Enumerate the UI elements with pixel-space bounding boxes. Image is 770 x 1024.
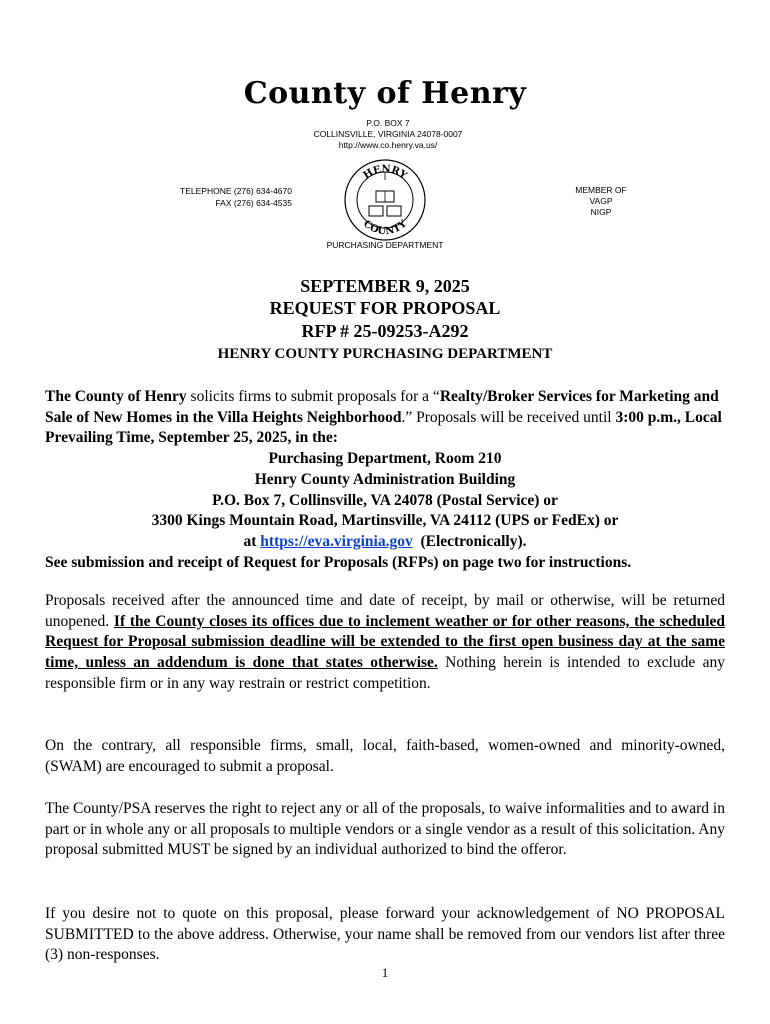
county-seal-icon bbox=[343, 158, 427, 242]
address-room: Purchasing Department, Room 210 bbox=[268, 450, 502, 468]
at-label: at bbox=[243, 532, 261, 550]
county-title: County of Henry bbox=[243, 76, 527, 111]
website-link[interactable]: http://www.co.henry.va.us/ bbox=[338, 140, 438, 150]
county-name: The County of Henry bbox=[45, 388, 187, 405]
late-text-2: Nothing herein is intended to exclude any responsible firm or in any way restrain or restrict competition. bbox=[45, 654, 725, 692]
svg-text:COUNTY bbox=[361, 218, 410, 237]
contact-block bbox=[142, 185, 292, 209]
late-text-1: Proposals received after the announced time and date of receipt, by mail or otherwise, will be returned unopened. bbox=[45, 592, 725, 630]
fax: FAX (276) 634-4535 bbox=[215, 198, 292, 208]
service-title: Realty/Broker Services for Marketing and Sale of New Homes in the Villa Heights Neighborhood bbox=[45, 388, 719, 426]
document-date: SEPTEMBER 9, 2025 bbox=[300, 276, 470, 296]
po-box: P.O. BOX 7 bbox=[366, 118, 410, 128]
closure-notice: If the County closes its offices due to inclement weather or for other reasons, the scheduled Request for Proposal submission deadline will be extended to the first open business day at the same time, unless an addendum is done that states otherwise. bbox=[45, 612, 726, 672]
eva-link[interactable]: https://eva.virginia.gov bbox=[260, 532, 413, 550]
member-of: MEMBER OF bbox=[575, 185, 627, 195]
document-type: REQUEST FOR PROPOSAL bbox=[269, 298, 501, 318]
member-nigp: NIGP bbox=[590, 207, 612, 217]
intro-text-2: .” Proposals will be received until bbox=[401, 408, 616, 426]
address-building: Henry County Administration Building bbox=[254, 470, 516, 488]
rights-paragraph: The County/PSA reserves the right to reject any or all of the proposals, to waive informalities and to award in part or in whole any or all proposals to multiple vendors or a single vendor as a result of this solicitation. Any proposal submitted MUST be signed by an individual authorized to bind the offeror. bbox=[45, 800, 725, 859]
page-number: 1 bbox=[381, 965, 389, 980]
submission-instructions: See submission and receipt of Request for Proposals (RFPs) on page two for instructions. bbox=[45, 553, 632, 571]
seal-bottom-text: COUNTY bbox=[360, 218, 410, 238]
electronic-label: (Electronically). bbox=[412, 532, 527, 550]
intro-paragraph bbox=[45, 387, 725, 573]
late-proposals-paragraph bbox=[45, 591, 725, 695]
telephone: TELEPHONE (276) 634-4670 bbox=[180, 186, 292, 196]
member-vagp: VAGP bbox=[589, 196, 613, 206]
issuing-department: HENRY COUNTY PURCHASING DEPARTMENT bbox=[217, 346, 553, 362]
intro-text-1: solicits firms to submit proposals for a “ bbox=[186, 388, 440, 405]
swam-paragraph: On the contrary, all responsible firms, small, local, faith-based, women-owned and minority-owned, (SWAM) are encouraged to submit a proposal. bbox=[45, 737, 725, 775]
address-street: 3300 Kings Mountain Road, Martinsville, VA 24112 (UPS or FedEx) or bbox=[151, 512, 619, 530]
deadline: 3:00 p.m., Local Prevailing Time, September 25, 2025, in the: bbox=[45, 408, 722, 447]
rfp-number: RFP # 25-09253-A292 bbox=[301, 321, 469, 341]
city-address: COLLINSVILLE, VIRGINIA 24078-0007 bbox=[313, 129, 463, 139]
no-quote-paragraph: If you desire not to quote on this proposal, please forward your acknowledgement of NO PROPOSAL SUBMITTED to the above address. Otherwise, your name shall be removed from our vendors list after three (3) non-responses. bbox=[45, 905, 725, 964]
membership-block bbox=[556, 185, 646, 218]
svg-text:HENRY bbox=[362, 164, 410, 182]
address-postal: P.O. Box 7, Collinsville, VA 24078 (Postal Service) or bbox=[212, 491, 558, 509]
purchasing-department-label: PURCHASING DEPARTMENT bbox=[326, 240, 444, 250]
seal-top-text: HENRY bbox=[361, 163, 409, 182]
